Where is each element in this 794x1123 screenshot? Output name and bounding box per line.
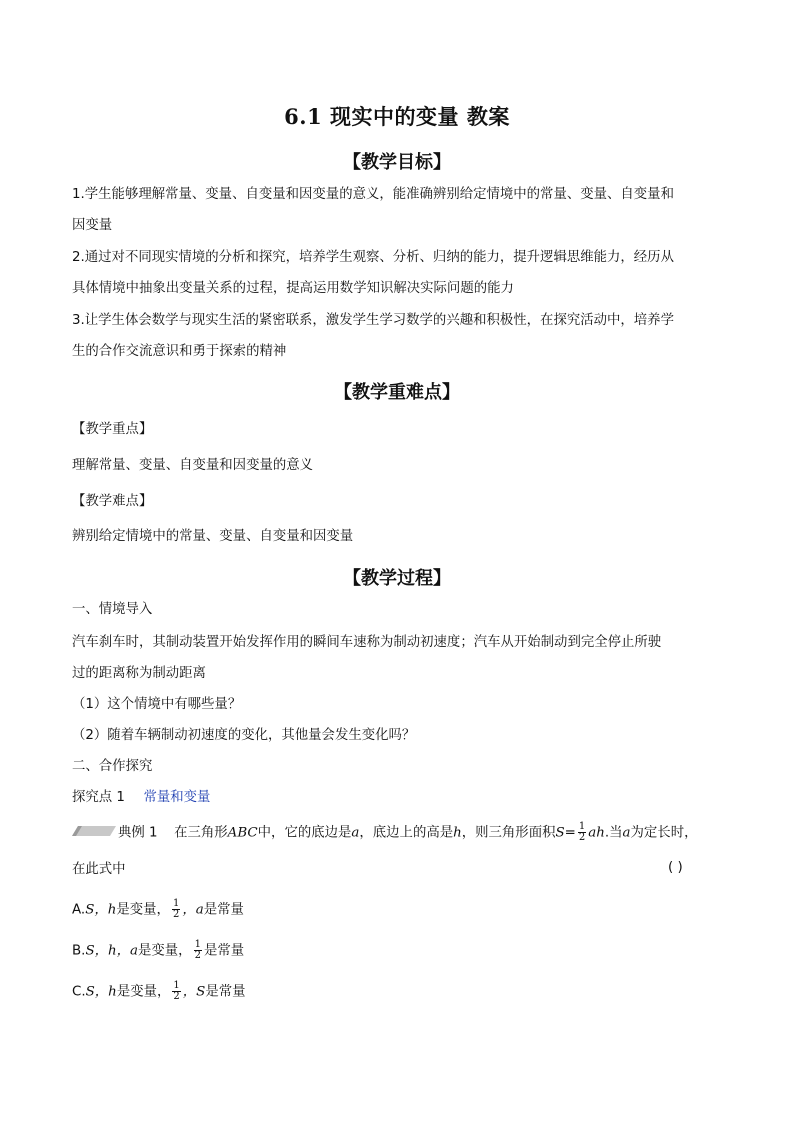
section-heading-key-points: 【教学重难点】 [334, 382, 460, 403]
section-heading-process: 【教学过程】 [343, 568, 451, 589]
key-point-text: 理解常量、变量、自变量和因变量的意义 [72, 458, 314, 473]
explore-point-title: 常量和变量 [143, 790, 211, 805]
example-1-line-1: 典例 1 在三角形ABC中，它的底边是a，底边上的高是h，则三角形面积S= $\frac{1}{2}$ ah.当a为定长时， [118, 821, 698, 843]
intro-text-line-1: 汽车刹车时，其制动装置开始发挥作用的瞬间车速称为制动初速度；汽车从开始制动到完全停止所驶 [72, 635, 662, 650]
option-b[interactable]: B.S，h，a是变量， $\frac{1}{2}$ 是常量 [72, 939, 245, 961]
fraction-one-half: $\frac{1}{2}$ [578, 821, 586, 843]
option-a[interactable]: A.S，h是变量， $\frac{1}{2}$ ，a是常量 [72, 898, 244, 920]
page-title: 6.1 现实中的变量 教案 [284, 104, 510, 129]
difficult-point-text: 辨别给定情境中的常量、变量、自变量和因变量 [72, 529, 354, 544]
explore-point-label: 探究点 1 [72, 790, 125, 805]
intro-question-1: （1）这个情境中有哪些量？ [72, 697, 242, 712]
example-banner-icon [72, 826, 116, 836]
intro-question-2: （2）随着车辆制动初速度的变化，其他量会发生变化吗？ [72, 728, 416, 743]
key-point-label: 【教学重点】 [72, 422, 153, 437]
explore-point-heading [72, 788, 732, 808]
coop-heading: 二、合作探究 [72, 759, 153, 774]
intro-heading: 一、情境导入 [72, 602, 153, 617]
fraction-one-half: $\frac{1}{2}$ [173, 980, 180, 1002]
fraction-one-half: $\frac{1}{2}$ [194, 939, 201, 961]
answer-parentheses: ( ) [668, 860, 683, 875]
intro-text-line-2: 过的距离称为制动距离 [72, 666, 206, 681]
objective-line-3: 2.通过对不同现实情境的分析和探究，培养学生观察、分析、归纳的能力，提升逻辑思维能力，经历从 [72, 250, 674, 265]
option-c[interactable]: C.S，h是变量， $\frac{1}{2}$ ，S是常量 [72, 980, 246, 1002]
section-heading-objectives: 【教学目标】 [343, 152, 451, 173]
objective-line-2: 因变量 [72, 218, 113, 233]
fraction-one-half: $\frac{1}{2}$ [172, 898, 180, 920]
example-1-line-2: 在此式中 [72, 862, 126, 877]
objective-line-4: 具体情境中抽象出变量关系的过程，提高运用数学知识解决实际问题的能力 [72, 281, 514, 296]
objective-line-5: 3.让学生体会数学与现实生活的紧密联系，激发学生学习数学的兴趣和积极性，在探究活动中，培养学 [72, 313, 674, 328]
difficult-point-label: 【教学难点】 [72, 494, 153, 509]
objective-line-6: 生的合作交流意识和勇于探索的精神 [72, 344, 287, 359]
example-label: 典例 1 [118, 825, 158, 841]
objective-line-1: 1.学生能够理解常量、变量、自变量和因变量的意义，能准确辨别给定情境中的常量、变量、自变量和 [72, 187, 674, 202]
